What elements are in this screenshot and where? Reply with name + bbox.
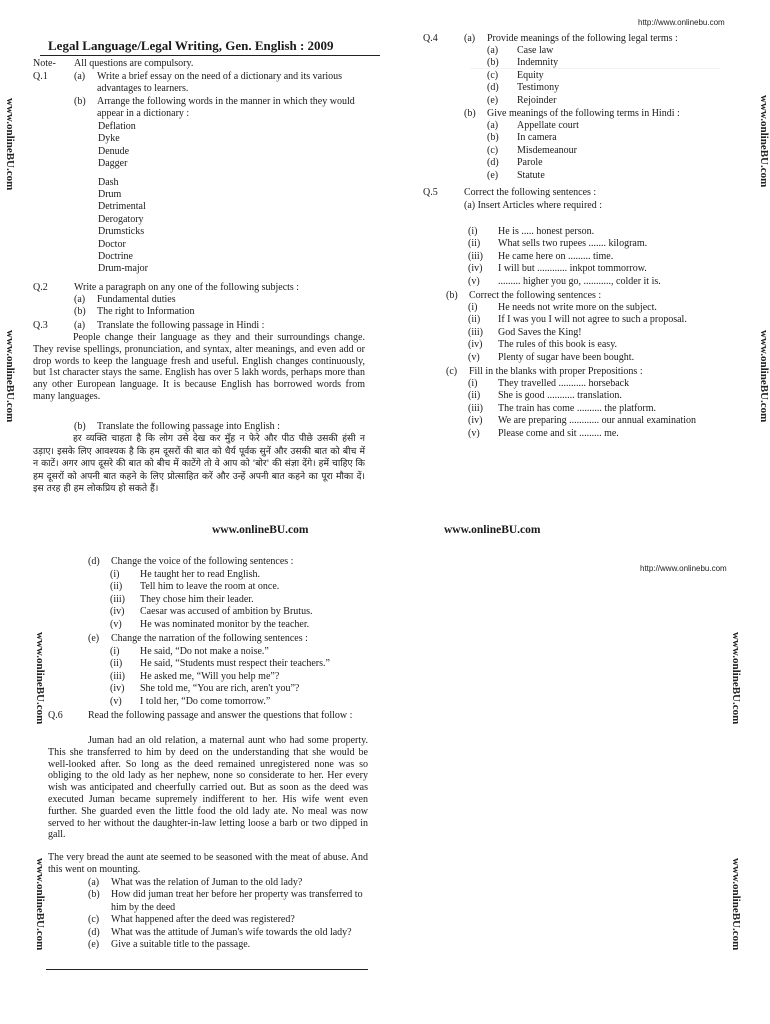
q3-number: Q.3 (33, 320, 48, 331)
q2-number: Q.2 (33, 282, 48, 293)
side-watermark-left-1: www.onlineBU.com (4, 98, 16, 191)
list-item: (iii) He came here on ......... time. (468, 250, 614, 262)
list-item: (d) What was the attitude of Juman's wife towards the old lady? (88, 926, 352, 938)
list-item: (v) Plenty of sugar have been bought. (468, 351, 635, 363)
list-item: Dagger (98, 158, 128, 170)
list-item: (e) Give a suitable title to the passage. (88, 939, 251, 951)
note-label: Note- (33, 58, 56, 69)
list-item: (iv) The rules of this book is easy. (468, 339, 618, 351)
footer-site-left[interactable]: www.onlineBU.com (212, 524, 309, 536)
q5c-text: Fill in the blanks with proper Prepositions : (469, 366, 643, 377)
list-item: Dyke (98, 133, 120, 145)
list-item: (ii) If I was you I will not agree to such a proposal. (468, 314, 687, 326)
q3b-text: Translate the following passage into English : (97, 421, 280, 432)
q1b-text: Arrange the following words in the manner in which they would appear in a dictionary : (97, 96, 355, 120)
list-item: (e) Rejoinder (487, 94, 557, 106)
list-item: (ii) What sells two rupees ....... kilogram. (468, 238, 648, 250)
list-item: Detrimental (98, 201, 146, 213)
side-watermark-left-2: www.onlineBU.com (4, 330, 16, 423)
list-item: (i) He taught her to read English. (110, 569, 260, 580)
list-item: Drum (98, 188, 122, 200)
side-watermark-left-3: www.onlineBU.com (34, 632, 46, 725)
q6-text: Read the following passage and answer the questions that follow : (88, 710, 353, 721)
list-item: (iii) He asked me, “Will you help me”? (110, 670, 280, 682)
word-list (98, 121, 148, 276)
list-item: (i) He needs not write more on the subject. (468, 302, 657, 313)
list-item: (b) How did juman treat her before her property was transferred to him by the deed (88, 889, 363, 913)
qd-marker: (d) (88, 556, 100, 567)
q1a-marker: (a) (74, 71, 86, 82)
q5-number: Q.5 (423, 187, 438, 198)
list-item: (d) Parole (487, 157, 543, 169)
q1-number: Q.1 (33, 71, 48, 82)
q1a-text: Write a brief essay on the need of a dictionary and its various advantages to learners. (97, 71, 343, 95)
q6-questions (88, 877, 368, 951)
qd-text: Change the voice of the following sentences : (111, 556, 294, 567)
q4-number: Q.4 (423, 33, 438, 44)
q5-text: Correct the following sentences : (464, 187, 597, 198)
q5c-items (468, 378, 758, 440)
list-item: (i) They travelled ........... horseback (468, 378, 630, 389)
q3a-passage: People change their language as they and their surroundings change. They revise spellings, pronunciation, and syntax, alter meanings, and even add or drop words to keep the language fresh and useful. English changes continuously, but 1st character stays the same. English has over 5 lakh words, perhaps more than any other European language. It is because English has borrowed words from many languages. (33, 332, 365, 402)
list-item: (ii) Tell him to leave the room at once. (110, 581, 280, 593)
q5a-text: (a) Insert Articles where required : (464, 200, 602, 211)
list-item: (c) Equity (487, 69, 544, 81)
q4a-terms (487, 45, 707, 107)
list-item: (a) Fundamental duties (74, 294, 176, 305)
list-item: (b) Indemnity (487, 57, 559, 69)
list-item: Drumsticks (98, 226, 145, 238)
q3a-marker: (a) (74, 320, 86, 331)
list-item: (iv) Caesar was accused of ambition by Brutus. (110, 606, 313, 618)
q2-text: Write a paragraph on any one of the following subjects : (74, 282, 300, 293)
list-item: (b) In camera (487, 132, 557, 144)
list-item: Deflation (98, 121, 136, 132)
q3a-text: Translate the following passage in Hindi : (97, 320, 265, 331)
list-item: (v) ......... higher you go, ..........., colder it is. (468, 275, 661, 287)
site-url-top[interactable]: http://www.onlinebu.com (638, 18, 725, 27)
side-watermark-right-4: www.onlineBU.com (730, 858, 742, 951)
q6-passage-continued: The very bread the aunt ate seemed to be seasoned with the meat of abuse. And this went on mounting. (48, 852, 368, 875)
side-watermark-right-1: www.onlineBU.com (758, 95, 770, 188)
list-item: (iii) God Saves the King! (468, 326, 582, 338)
footer-site-right[interactable]: www.onlineBU.com (444, 524, 541, 536)
q4b-terms (487, 120, 707, 182)
q4a-marker: (a) (464, 33, 476, 44)
side-watermark-right-2: www.onlineBU.com (758, 330, 770, 423)
list-item: (i) He is ..... honest person. (468, 226, 595, 237)
list-item: (c) What happened after the deed was registered? (88, 914, 295, 926)
q6-number: Q.6 (48, 710, 63, 721)
q5c-marker: (c) (446, 366, 458, 377)
paper-title: Legal Language/Legal Writing, Gen. English : 2009 (48, 38, 334, 53)
closing-rule (46, 969, 368, 970)
list-item: (a) What was the relation of Juman to the old lady? (88, 877, 303, 888)
list-item: Denude (98, 145, 130, 157)
list-item: Doctor (98, 238, 126, 250)
qe-marker: (e) (88, 633, 100, 644)
q3b-marker: (b) (74, 421, 86, 432)
q5b-text: Correct the following sentences : (469, 290, 602, 301)
list-item: (v) He was nominated monitor by the teacher. (110, 618, 310, 630)
list-item: (ii) She is good ........... translation. (468, 390, 622, 402)
q3b-hindi-passage: हर व्यक्ति चाहता है कि लोग उसे देख कर मुँह न फेरे और पीठ पीछे उसकी हंसी न उड़ाए। इसके लिए आवश्यक है कि हम दूसरों की बात को धैर्य पूर्वक सुनें और उसकी बात को बीच में न काटें। अगर आप दूसरे की बात को बीच में काटेंगे तो वे आप को 'बोर' की संज्ञा देंगे। हमें चाहिए कि हम दूसरों को अपनी बात कहने के लिए प्रोत्साहित करें और उन्हें अपनी बात कहने का पूरा मौका दें। इस तरह ही हम लोकप्रिय हो सकते हैं। (33, 433, 365, 495)
list-item: (v) Please come and sit ......... me. (468, 427, 619, 439)
q4a-text: Provide meanings of the following legal terms : (487, 33, 678, 44)
list-item: (iii) The train has come .......... the platform. (468, 402, 657, 414)
qe-text: Change the narration of the following sentences : (111, 633, 308, 644)
list-item: (d) Testimony (487, 82, 560, 94)
side-watermark-right-3: www.onlineBU.com (730, 632, 742, 725)
list-item: (iv) She told me, “You are rich, aren't you”? (110, 683, 300, 695)
qe-items (110, 646, 400, 708)
q6-passage: Juman had an old relation, a maternal aunt who had some property. This she transferred to him by deed on the understanding that she would be well-looked after. So long as the deed remained unregistered none was so obliging to the old lady as her nephew, none so considerate to her. Her every wish was anticipated and cheerfully carried out. But as soon as the deed was executed Juman became supremely indifferent to her. His wife went even further. She guarded even the little food the old lady ate. No meal was now served to her without the daughter-in-law letting loose a barb or two dipped in gall. (48, 735, 368, 841)
q2-options (74, 294, 354, 319)
title-underline (40, 55, 380, 56)
list-item: (e) Statute (487, 169, 545, 181)
list-item: Derogatory (98, 213, 144, 225)
side-watermark-left-4: www.onlineBU.com (34, 858, 46, 951)
site-url-bottom[interactable]: http://www.onlinebu.com (640, 564, 727, 573)
q4b-text: Give meanings of the following terms in Hindi : (487, 108, 680, 119)
note-text: All questions are compulsory. (74, 58, 194, 69)
list-item: (i) He said, “Do not make a noise.” (110, 646, 269, 657)
q1b-marker: (b) (74, 96, 86, 107)
list-item: Drum-major (98, 263, 148, 275)
list-item: Doctrine (98, 250, 133, 262)
list-item: (c) Misdemeanour (487, 144, 577, 156)
list-item: (b) The right to Information (74, 306, 195, 318)
list-item: (iv) I will but ............ inkpot tommorrow. (468, 263, 647, 275)
list-item: (iii) They chose him their leader. (110, 593, 254, 605)
q5b-marker: (b) (446, 290, 458, 301)
q5b-items (468, 302, 738, 364)
list-item: (a) Appellate court (487, 120, 579, 131)
list-item: (v) I told her, “Do come tomorrow.” (110, 695, 271, 707)
list-item: (iv) We are preparing ............ our annual examination (468, 415, 697, 427)
list-item: (a) Case law (487, 45, 554, 56)
list-item: Dash (98, 176, 119, 188)
list-item: (ii) He said, “Students must respect their teachers.” (110, 658, 330, 670)
qd-items (110, 569, 400, 631)
q5a-items (468, 226, 728, 288)
q4b-marker: (b) (464, 108, 476, 119)
